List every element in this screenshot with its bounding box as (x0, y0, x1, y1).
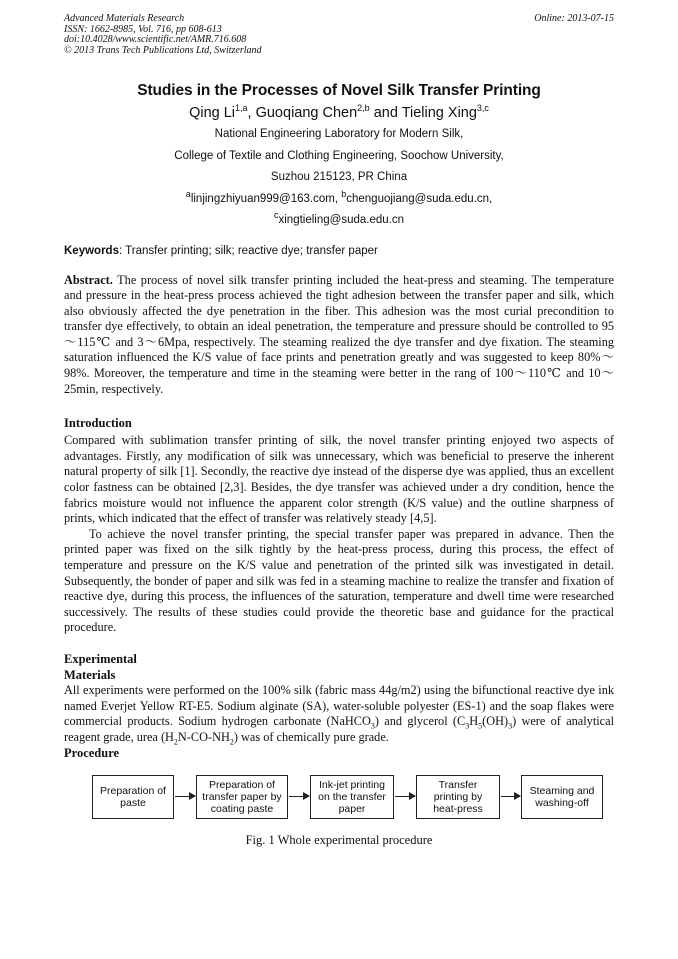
materials-text: H (469, 714, 479, 729)
abstract-label: Abstract. (64, 272, 113, 287)
flow-arrow (501, 796, 520, 797)
materials-text: N-CO-NH (177, 729, 230, 744)
intro-paragraph: To achieve the novel transfer printing, the special transfer paper was prepared in advance. Then the printed paper was fixed on the silk tightly by the heat-press process, during this process, the effect of temperature and pressure on the K/S value and penetration of the printed silk was investigated in detail. Subsequently, the bonder of paper and silk was fed in a steaming machine to realize the transfer and fixation of reactive dye, during this process, the influences of the saturation, temperature and dwell time were researched successively. The results of these studies could provide the theoretic base and guidance for the practical procedure. (64, 526, 614, 635)
email-address: xingtieling@suda.edu.cn (278, 214, 404, 226)
abstract (64, 273, 614, 398)
affiliation (64, 124, 614, 189)
materials-text: All experiments were performed on the 100% silk (fabric mass 44g/m2) using the bifunctional reactive dye ink named Everjet Yellow RT-E5. Sodium alginate (SA), water-soluble polyester (ES-1) and the soap flakes were commercial products. Sodium hydrogen carbonate (NaHCO (64, 682, 614, 729)
subscript: 3 (370, 721, 375, 731)
author-separator: and (369, 105, 402, 121)
keywords (64, 245, 614, 257)
paper-title: Studies in the Processes of Novel Silk Transfer Printing (137, 82, 541, 99)
flow-step-box: Transfer printing by heat-press (416, 775, 500, 819)
subscript: 3 (508, 721, 513, 731)
author-affiliation-mark: 1,a (235, 103, 248, 114)
email-address: linjingzhiyuan999@163.com, (190, 192, 342, 205)
issn-line: ISSN: 1662-8985, Vol. 716, pp 608-613 (64, 23, 222, 35)
author-list (64, 105, 614, 121)
affiliation-line: National Engineering Laboratory for Modern Silk, (214, 128, 464, 140)
doi-line: doi:10.4028/www.scientific.net/AMR.716.608 (64, 34, 247, 45)
subsection-heading-procedure: Procedure (64, 746, 120, 761)
figure-caption: Fig. 1 Whole experimental procedure (245, 833, 433, 848)
materials-text: ) was of chemically pure grade. (233, 729, 389, 744)
subscript: 3 (465, 721, 470, 731)
author-name: Qing Li (189, 105, 236, 121)
materials-text: ) were of analytical reagent grade, urea (H (64, 714, 614, 744)
flow-step-box: Ink-jet printing on the transfer paper (310, 775, 394, 819)
subscript: 5 (478, 721, 483, 731)
email-mark: c (274, 210, 279, 221)
materials-text: (OH) (482, 714, 509, 729)
flow-arrow (289, 796, 309, 797)
flow-step-box: Steaming and washing-off (521, 775, 603, 819)
author-affiliation-mark: 3,c (476, 103, 489, 114)
flow-arrow (175, 796, 195, 797)
email-line (64, 210, 614, 232)
author-affiliation-mark: 2,b (357, 103, 370, 114)
email-mark: b (341, 188, 347, 199)
section-heading-introduction: Introduction (64, 416, 132, 431)
abstract-text: The process of novel silk transfer printing included the heat-press and steaming. The temperature and pressure in the heat-press process achieved the tight adhesion between the transfer paper and silk, which also obviously affected the dye penetration in the fiber. This adhesion was the most curial precondition to transfer dye effectively, to obtain an ideal penetration, the temperature and pressure should be controlled to 95～115℃ and 3～6Mpa, respectively. The steaming realized the dye transfer and dye fixation. The steaming saturation influenced the K/S value of face prints and penetration greatly and was suggested to keep 80%～98%. Moreover, the temperature and time in the steaming were better in the rang of 100～110℃ and 10～25min, respectively. (64, 272, 614, 396)
journal-info (64, 14, 394, 56)
affiliation-line: Suzhou 215123, PR China (270, 171, 408, 183)
author-name: Guoqiang Chen (255, 105, 358, 121)
copyright-line: © 2013 Trans Tech Publications Ltd, Switzerland (64, 44, 262, 56)
flow-step-box: Preparation of transfer paper by coating paste (196, 775, 288, 819)
email-address: chenguojiang@suda.edu.cn, (346, 192, 493, 205)
flow-step-box: Preparation of paste (92, 775, 174, 819)
materials-paragraph (64, 683, 614, 745)
journal-header (64, 14, 614, 64)
section-heading-experimental: Experimental (64, 651, 137, 666)
email-line (64, 189, 614, 211)
author-separator: , (247, 105, 256, 121)
affiliation-line: College of Textile and Clothing Engineering, Soochow University, (174, 149, 504, 162)
intro-paragraph: Compared with sublimation transfer printing of silk, the novel transfer printing enjoyed two aspects of advantages. Firstly, any modification of silk was unnecessary, which was beneficial to preserve the inherent natural property of silk [1]. Secondly, the reactive dye instead of the disperse dye was applied, thus an excellent color fastness can be obtained [2,3]. Besides, the dye transfer was achieved under a dry condition, hence the fabrics moisture would not influence the apparent color strength (K/S value) and the outline sharpness of prints, which indicated that the effect of transfer was relatively steady [4,5]. (64, 433, 614, 526)
author-name: Tieling Xing (401, 105, 477, 121)
procedure-flowchart (78, 775, 598, 827)
email-mark: a (185, 188, 191, 199)
keywords-label: Keywords (64, 244, 119, 257)
author-emails (64, 189, 614, 232)
subsection-heading-materials: Materials (64, 667, 116, 682)
flow-arrow (395, 796, 415, 797)
subscript: 2 (229, 737, 234, 747)
materials-text: ) and glycerol (C (374, 714, 466, 729)
online-date: Online: 2013-07-15 (534, 13, 614, 24)
paper-page (64, 14, 614, 848)
keywords-text: : Transfer printing; silk; reactive dye; transfer paper (118, 244, 378, 257)
subscript: 2 (173, 737, 178, 747)
journal-name: Advanced Materials Research (64, 13, 185, 24)
